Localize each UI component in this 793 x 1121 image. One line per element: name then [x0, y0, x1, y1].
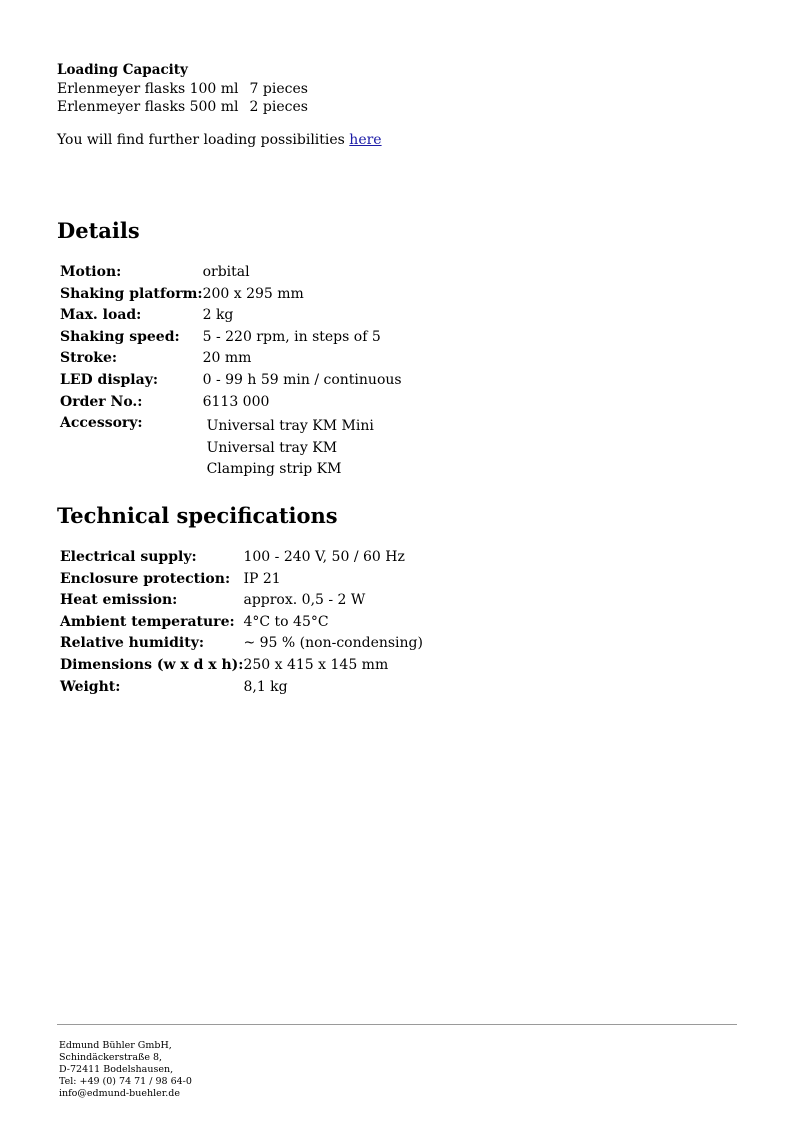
accessory-list: [203, 417, 402, 482]
table-row: [60, 263, 402, 285]
table-row: [60, 328, 402, 350]
spec-value: 8,1 kg: [243, 678, 288, 695]
footer-address: [59, 1040, 192, 1100]
further-loading-link[interactable]: here: [349, 132, 382, 148]
spec-key: Stroke:: [60, 350, 118, 367]
table-row: [57, 80, 308, 99]
spec-key: Accessory:: [60, 415, 143, 432]
table-row: [60, 678, 423, 700]
spec-key: Electrical supply:: [60, 549, 197, 565]
spec-value: 200 x 295 mm: [202, 285, 304, 302]
table-row: [60, 591, 423, 613]
spec-value: 5 - 220 rpm, in steps of 5: [202, 328, 381, 345]
spec-key: Enclosure protection:: [60, 570, 231, 587]
accessory-list-cell: [203, 414, 402, 482]
spec-value: ~ 95 % (non-condensing): [243, 635, 423, 652]
spec-key: Heat emission:: [60, 592, 178, 609]
spec-key: Shaking platform:: [60, 285, 203, 302]
spec-key: Weight:: [60, 678, 121, 695]
list-item: Universal tray KM: [206, 439, 338, 456]
loading-item: Erlenmeyer flasks 100 ml: [57, 80, 239, 97]
footer-street: Schindäckerstraße 8,: [59, 1052, 163, 1063]
table-row: [60, 548, 423, 570]
loading-capacity-table: [57, 80, 308, 117]
details-table: [60, 263, 402, 482]
spec-key: LED display:: [60, 371, 158, 388]
table-row: [60, 306, 402, 328]
table-row: [60, 349, 402, 371]
spec-value: 6113 000: [202, 393, 270, 410]
footer-divider: [57, 1024, 737, 1025]
spec-value: IP 21: [243, 570, 281, 587]
list-item: Universal tray KM Mini: [206, 418, 374, 435]
spec-key: Motion:: [60, 264, 122, 280]
footer-phone: Tel: +49 (0) 74 71 / 98 64-0: [59, 1076, 192, 1087]
table-row: [60, 285, 402, 307]
spec-value: orbital: [202, 264, 250, 280]
spec-key: Relative humidity:: [60, 635, 204, 652]
loading-item: Erlenmeyer flasks 500 ml: [57, 99, 239, 115]
details-heading: Details: [57, 218, 140, 243]
spec-key: Dimensions (w x d x h):: [60, 656, 244, 673]
spec-value: 2 kg: [202, 307, 234, 324]
spec-key: Ambient temperature:: [60, 613, 235, 630]
spec-key: Max. load:: [60, 307, 142, 324]
loading-capacity-section: [57, 61, 308, 117]
technical-specifications-table: [60, 548, 423, 699]
footer-email: info@edmund-buehler.de: [59, 1088, 180, 1099]
loading-qty: 7 pieces: [249, 80, 308, 97]
table-row: [57, 98, 308, 117]
table-row: [60, 414, 402, 482]
spec-key: Shaking speed:: [60, 328, 180, 345]
further-loading-text: [57, 132, 382, 148]
loading-capacity-title: Loading Capacity: [57, 62, 188, 78]
further-loading-label: You will find further loading possibilities: [57, 132, 350, 148]
spec-value: 0 - 99 h 59 min / continuous: [202, 371, 402, 388]
technical-specifications-heading: Technical specifications: [57, 503, 338, 528]
spec-value: 250 x 415 x 145 mm: [243, 656, 389, 673]
table-row: [60, 570, 423, 592]
spec-key: Order No.:: [60, 393, 143, 410]
loading-qty: 2 pieces: [249, 99, 308, 115]
spec-value: approx. 0,5 - 2 W: [243, 592, 366, 609]
spec-value: 4°C to 45°C: [243, 613, 329, 630]
spec-value: 100 - 240 V, 50 / 60 Hz: [243, 549, 405, 565]
spec-value: 20 mm: [202, 350, 252, 367]
footer-company: Edmund Bühler GmbH,: [59, 1040, 172, 1051]
footer-city: D-72411 Bodelshausen,: [59, 1064, 174, 1075]
table-row: [60, 371, 402, 393]
table-row: [60, 613, 423, 635]
table-row: [60, 393, 402, 415]
table-row: [60, 634, 423, 656]
list-item: Clamping strip KM: [206, 461, 342, 478]
table-row: [60, 656, 423, 678]
